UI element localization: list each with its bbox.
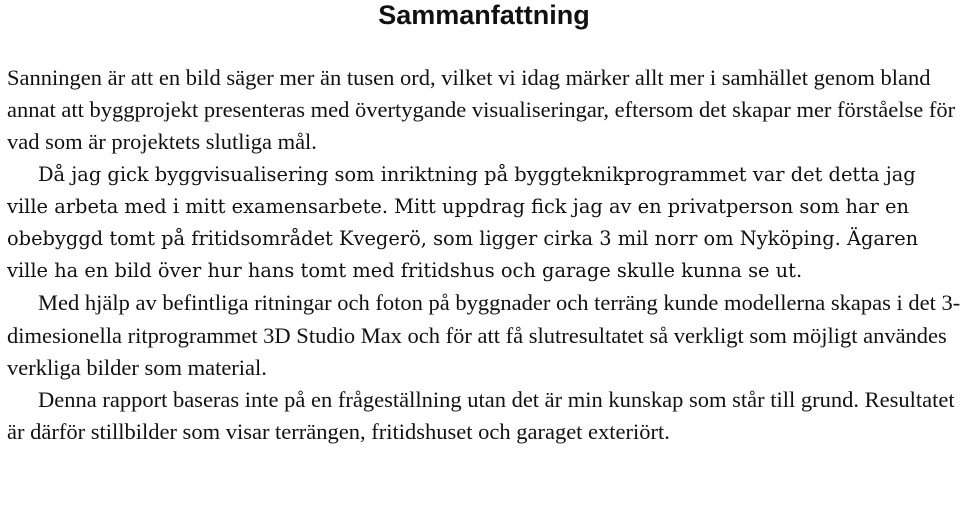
paragraph-3: Med hjälp av befintliga ritningar och foton på byggnader och terräng kunde modellerna skapas i det 3-dimesionella ritprogrammet 3D Studio Max och för att få slutresultatet så verkligt som möjligt användes verkliga bilder som material. bbox=[7, 290, 960, 380]
paragraph-1: Sanningen är att en bild säger mer än tusen ord, vilket vi idag märker allt mer i samhället genom bland annat att byggprojekt presenteras med övertygande visualiseringar, eftersom det skapar mer förståelse för vad som är projektets slutliga mål. bbox=[7, 65, 956, 155]
paragraph-4: Denna rapport baseras inte på en frågeställning utan det är min kunskap som står till grund. Resultatet är därför stillbilder som visar terrängen, fritidshuset och garaget exteriört. bbox=[7, 387, 955, 445]
paragraph-2: Då jag gick byggvisualisering som inriktning på byggteknikprogrammet var det detta jag ville arbeta med i mitt examensarbete. Mitt uppdrag fick jag av en privatperson som har en obebyggd tomt på fritidsområdet Kvegerö, som ligger cirka 3 mil norr om Nyköping. Ägaren ville ha en bild över hur hans tomt med fritidshus och garage skulle kunna se ut. bbox=[7, 162, 919, 283]
document-title: Sammanfattning bbox=[378, 0, 590, 30]
document-body bbox=[7, 62, 960, 448]
